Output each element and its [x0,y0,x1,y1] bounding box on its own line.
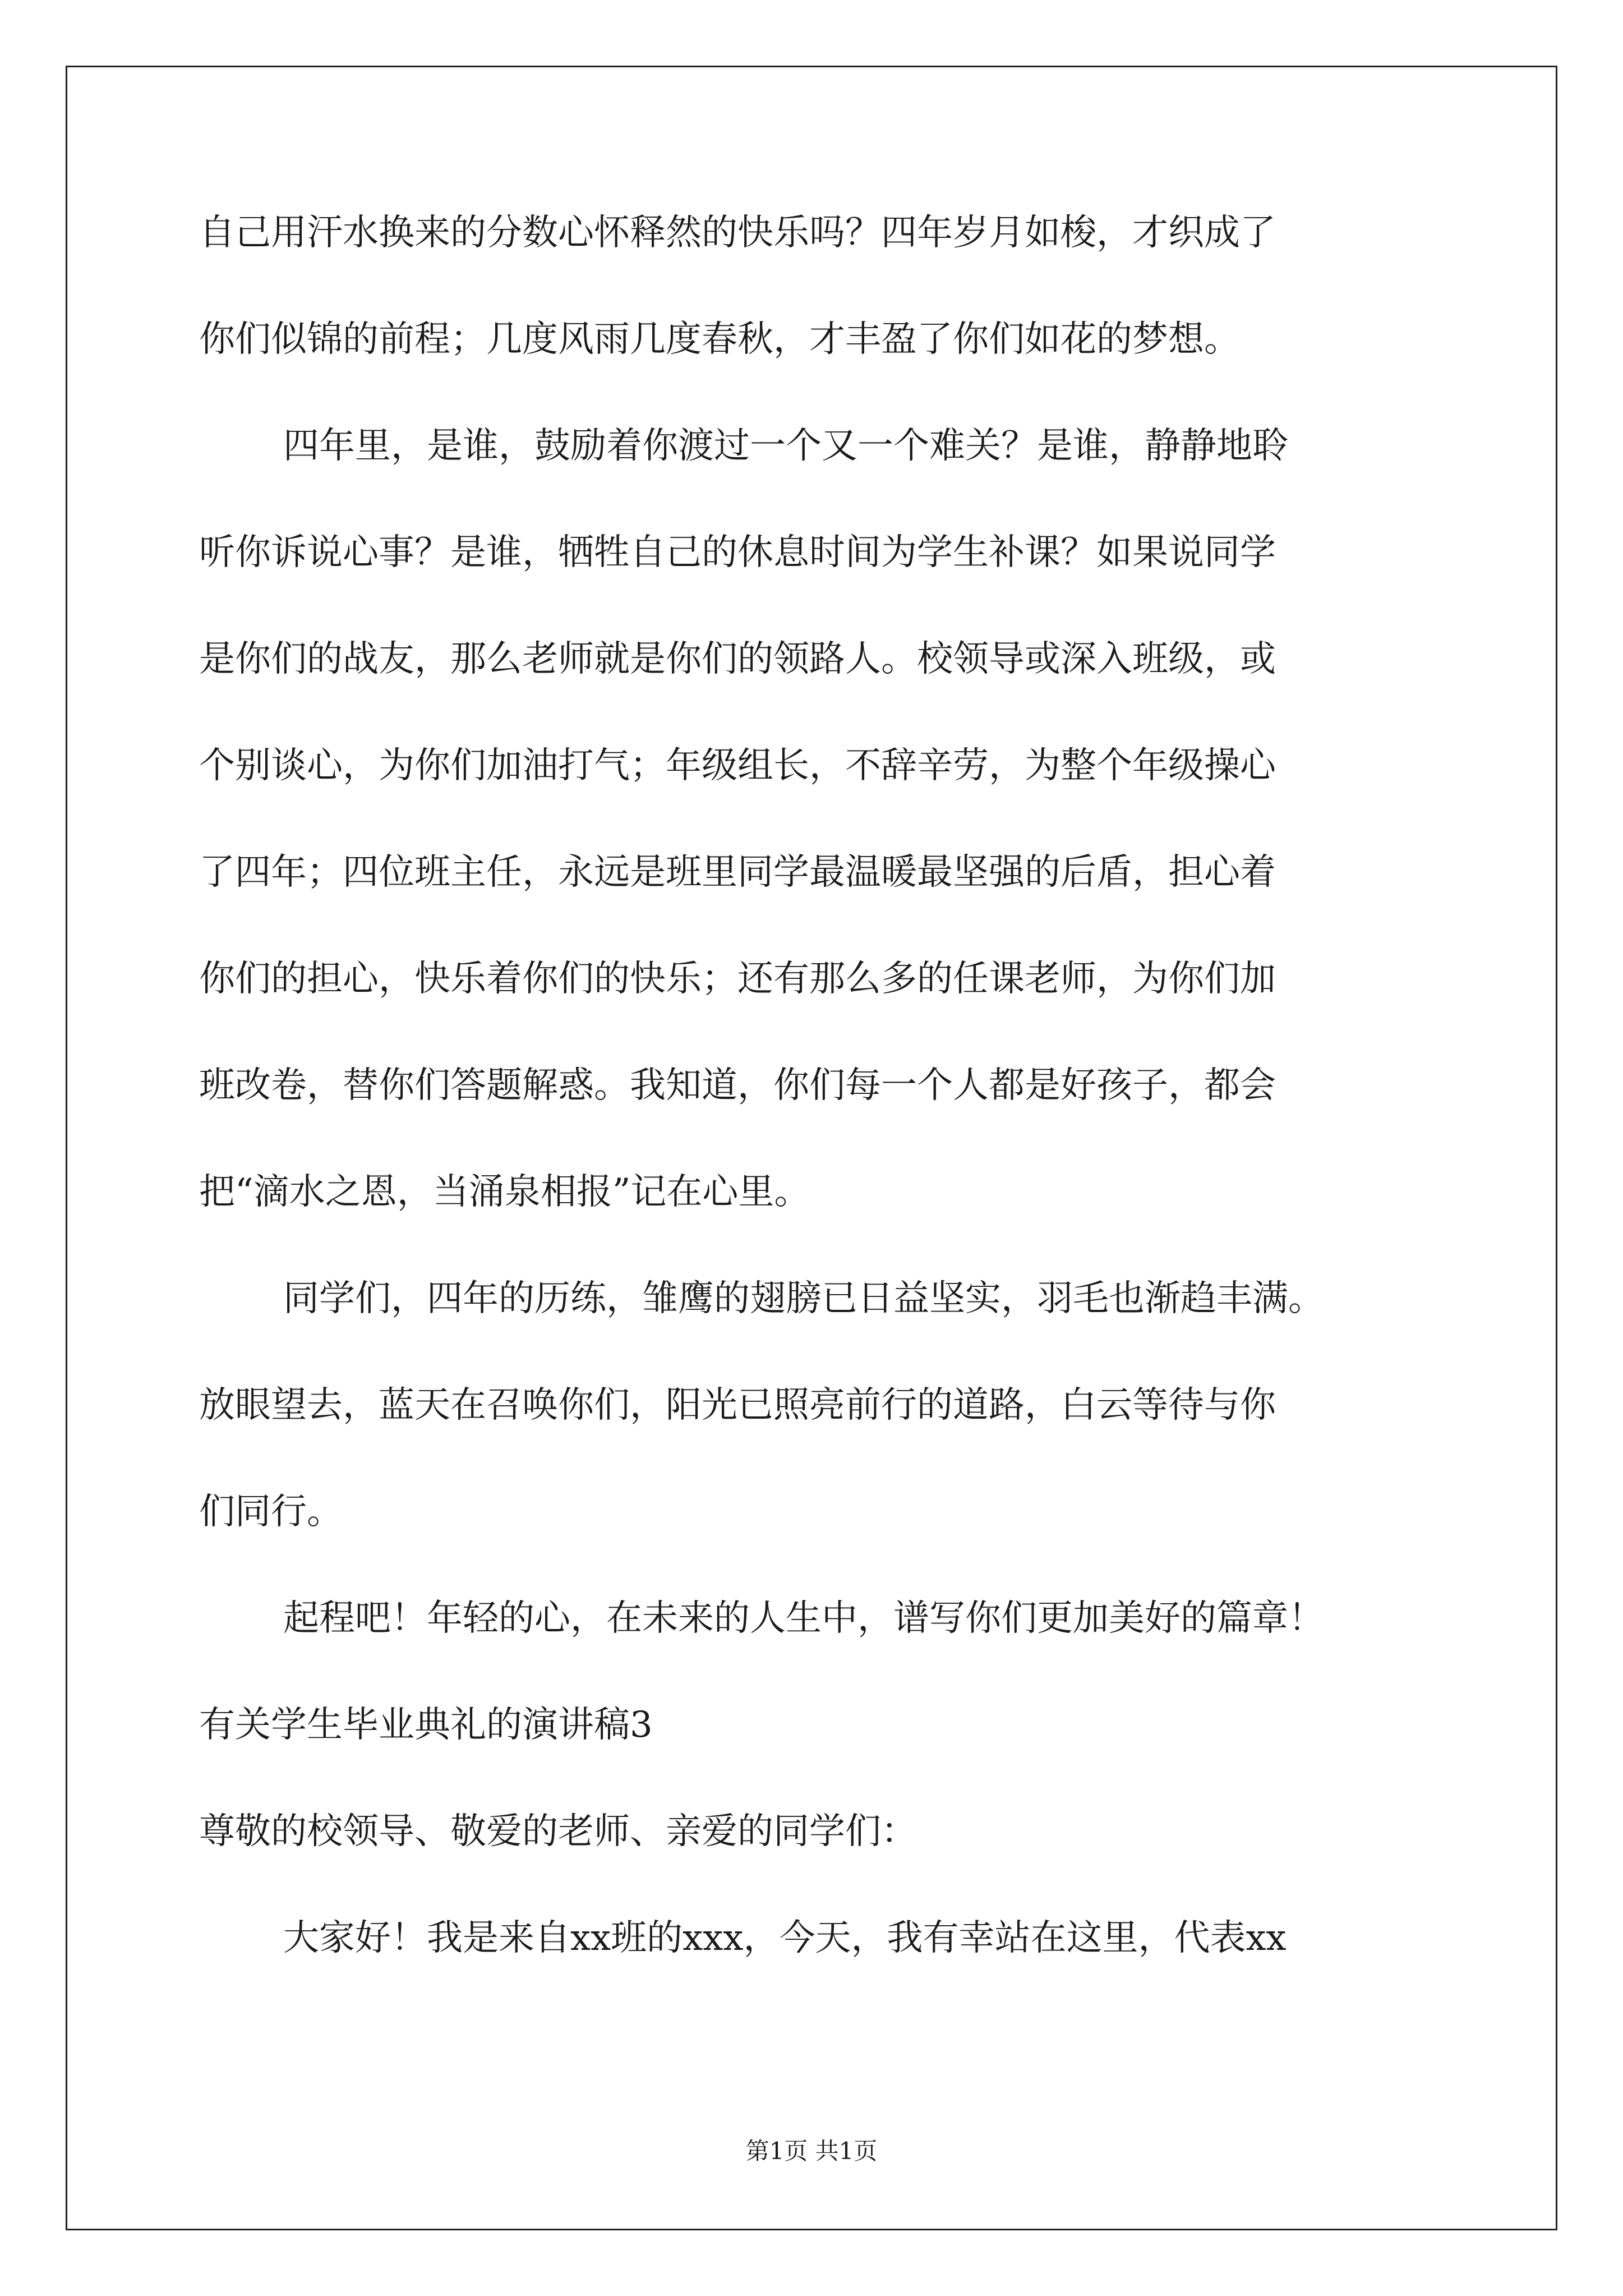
text-line: 个别谈心，为你们加油打气；年级组长，不辞辛劳，为整个年级操心 [199,745,1276,786]
page-frame [66,66,1557,2230]
section-heading: 有关学生毕业典礼的演讲稿3 [199,1704,653,1746]
text-line: 是你们的战友，那么老师就是你们的领路人。校领导或深入班级，或 [199,638,1276,680]
paragraph-start-line: 起程吧！年轻的心，在未来的人生中，谱写你们更加美好的篇章！ [283,1598,1324,1639]
salutation-line: 尊敬的校领导、敬爱的老师、亲爱的同学们： [199,1811,917,1852]
paragraph-start-line: 大家好！我是来自xx班的xxx，今天，我有幸站在这里，代表xx [283,1917,1287,1959]
text-line: 听你诉说心事？是谁，牺牲自己的休息时间为学生补课？如果说同学 [199,532,1276,573]
paragraph-start-line: 同学们，四年的历练，雏鹰的翅膀已日益坚实，羽毛也渐趋丰满。 [283,1278,1324,1319]
paragraph-start-line: 四年里，是谁，鼓励着你渡过一个又一个难关？是谁，静静地聆 [283,425,1288,467]
text-line: 们同行。 [199,1491,343,1533]
text-line: 了四年；四位班主任，永远是班里同学最温暖最坚强的后盾，担心着 [199,852,1276,893]
text-line: 你们的担心，快乐着你们的快乐；还有那么多的任课老师，为你们加 [199,958,1276,1000]
text-line: 放眼望去，蓝天在召唤你们，阳光已照亮前行的道路，白云等待与你 [199,1384,1276,1426]
text-line: 你们似锦的前程；几度风雨几度春秋，才丰盈了你们如花的梦想。 [199,319,1240,360]
page-footer: 第1页 共1页 [745,2137,878,2165]
text-line: 把“滴水之恩，当涌泉相报”记在心里。 [199,1171,810,1213]
text-line: 班改卷，替你们答题解惑。我知道，你们每一个人都是好孩子，都会 [199,1065,1276,1106]
text-line: 自己用汗水换来的分数心怀释然的快乐吗？四年岁月如梭，才织成了 [199,212,1276,254]
